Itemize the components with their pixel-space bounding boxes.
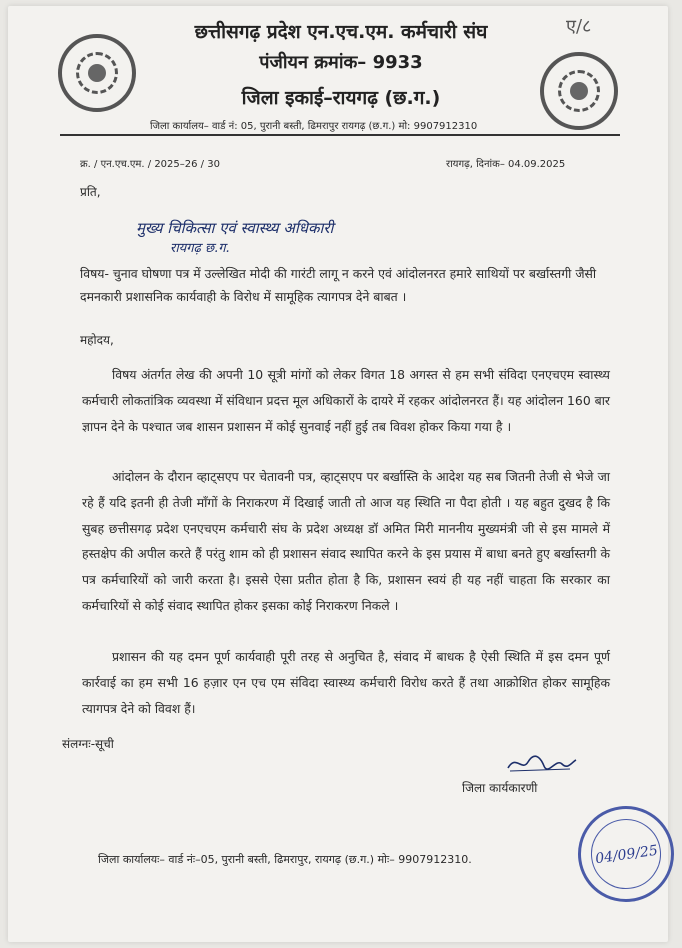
paragraph-3: प्रशासन की यह दमन पूर्ण कार्यवाही पूरी तरह से अनुचित है, संवाद में बाधक है ऐसी स्थिति में इस दमन पूर्ण कार्रवाई का हम सभी 16 हज़ार एन एच एम संविदा स्वास्थ्य कर्मचारी विरोध करते हैं तथा आक्रोशित होकर सामूहिक त्यागपत्र देने को विवश हैं। — [82, 649, 610, 716]
paragraph-2: आंदोलन के दौरान व्हाट्सएप पर चेतावनी पत्र, व्हाट्सएप पर बर्खास्ति के आदेश यह सब जितनी तेजी से भेजे जा रहे हैं यदि इतनी ही तेजी माँगों के निराकरण में दिखाई जाती तो आज यह स्थिति ना पैदा होती । यह बहुत दुखद है कि सुबह छत्तीसगढ़ प्रदेश एनएचएम कर्मचारी संघ के प्रदेश अध्यक्ष डॉ अमित मिरी माननीय मुख्यमंत्री जी से इस मामले में हस्तक्षेप की अपील करते हैं परंतु शाम को ही प्रशासन संवाद स्थापित करने के इस प्रयास में बाधा बनते हुए बर्खास्तगी के पत्र कर्मचारियों को जारी करता है। इससे ऐसा प्रतीत होता है कि, प्रशासन स्वयं ही यह नहीं चाहता कि सरकार का कर्मचारियों से कोई संवाद स्थापित होकर इसका कोई निराकरण निकले । — [82, 469, 610, 613]
to-label: प्रति, — [80, 185, 101, 199]
enclosure-label: संलग्नः-सूची — [62, 737, 114, 751]
header-divider — [60, 134, 620, 136]
stamp-date: 04/09/25 — [594, 842, 659, 868]
recipient-line-2: रायगढ़ छ.ग. — [170, 241, 230, 256]
signature-scribble — [506, 752, 578, 774]
signatory-label: जिला कार्यकारणी — [462, 781, 538, 795]
subject-line: विषय- चुनाव घोषणा पत्र में उल्लेखित मोदी की गारंटी लागू न करने एवं आंदोलनरत हमारे साथियों पर बर्खास्तगी जैसी दमनकारी प्रशासनिक कार्यवाही के विरोध में सामूहिक त्यागपत्र देने बाबत । — [80, 266, 597, 304]
place-date: रायगढ़, दिनांक– 04.09.2025 — [446, 159, 566, 170]
corner-note: ए/८ — [566, 16, 592, 37]
org-name: छत्तीसगढ़ प्रदेश एन.एच.एम. कर्मचारी संघ — [194, 21, 488, 43]
salutation: महोदय, — [80, 333, 114, 347]
registration-number: पंजीयन क्रमांक– 9933 — [259, 52, 423, 73]
paragraph-1: विषय अंतर्गत लेख की अपनी 10 सूत्री मांगों को लेकर विगत 18 अगस्त से हम सभी संविदा एनएचएम स्वास्थ्य कर्मचारी लोकतांत्रिक व्यवस्था में संविधान प्रदत्त मूल अधिकारों के दायरे में रहकर आंदोलनरत हैं। यह आंदोलन 160 बार ज्ञापन देने के पश्चात जब शासन प्रशासन में कोई सुनवाई नहीं हुई तब विवश होकर किया गया है । — [82, 367, 610, 434]
district-unit: जिला इकाई–रायगढ़ (छ.ग.) — [241, 87, 441, 109]
office-address-header: जिला कार्यालय– वार्ड नं: 05, पुरानी बस्ती, ढिमरापुर रायगढ़ (छ.ग.) मो: 9907912310 — [150, 121, 478, 132]
recipient-line-1: मुख्य चिकित्सा एवं स्वास्थ्य अधिकारी — [136, 219, 334, 237]
reference-number: क्र. / एन.एच.एम. / 2025–26 / 30 — [80, 159, 220, 170]
footer-address: जिला कार्यालयः– वार्ड नंः–05, पुरानी बस्ती, ढिमरापुर, रायगढ़ (छ.ग.) मोः– 9907912310. — [98, 853, 472, 866]
